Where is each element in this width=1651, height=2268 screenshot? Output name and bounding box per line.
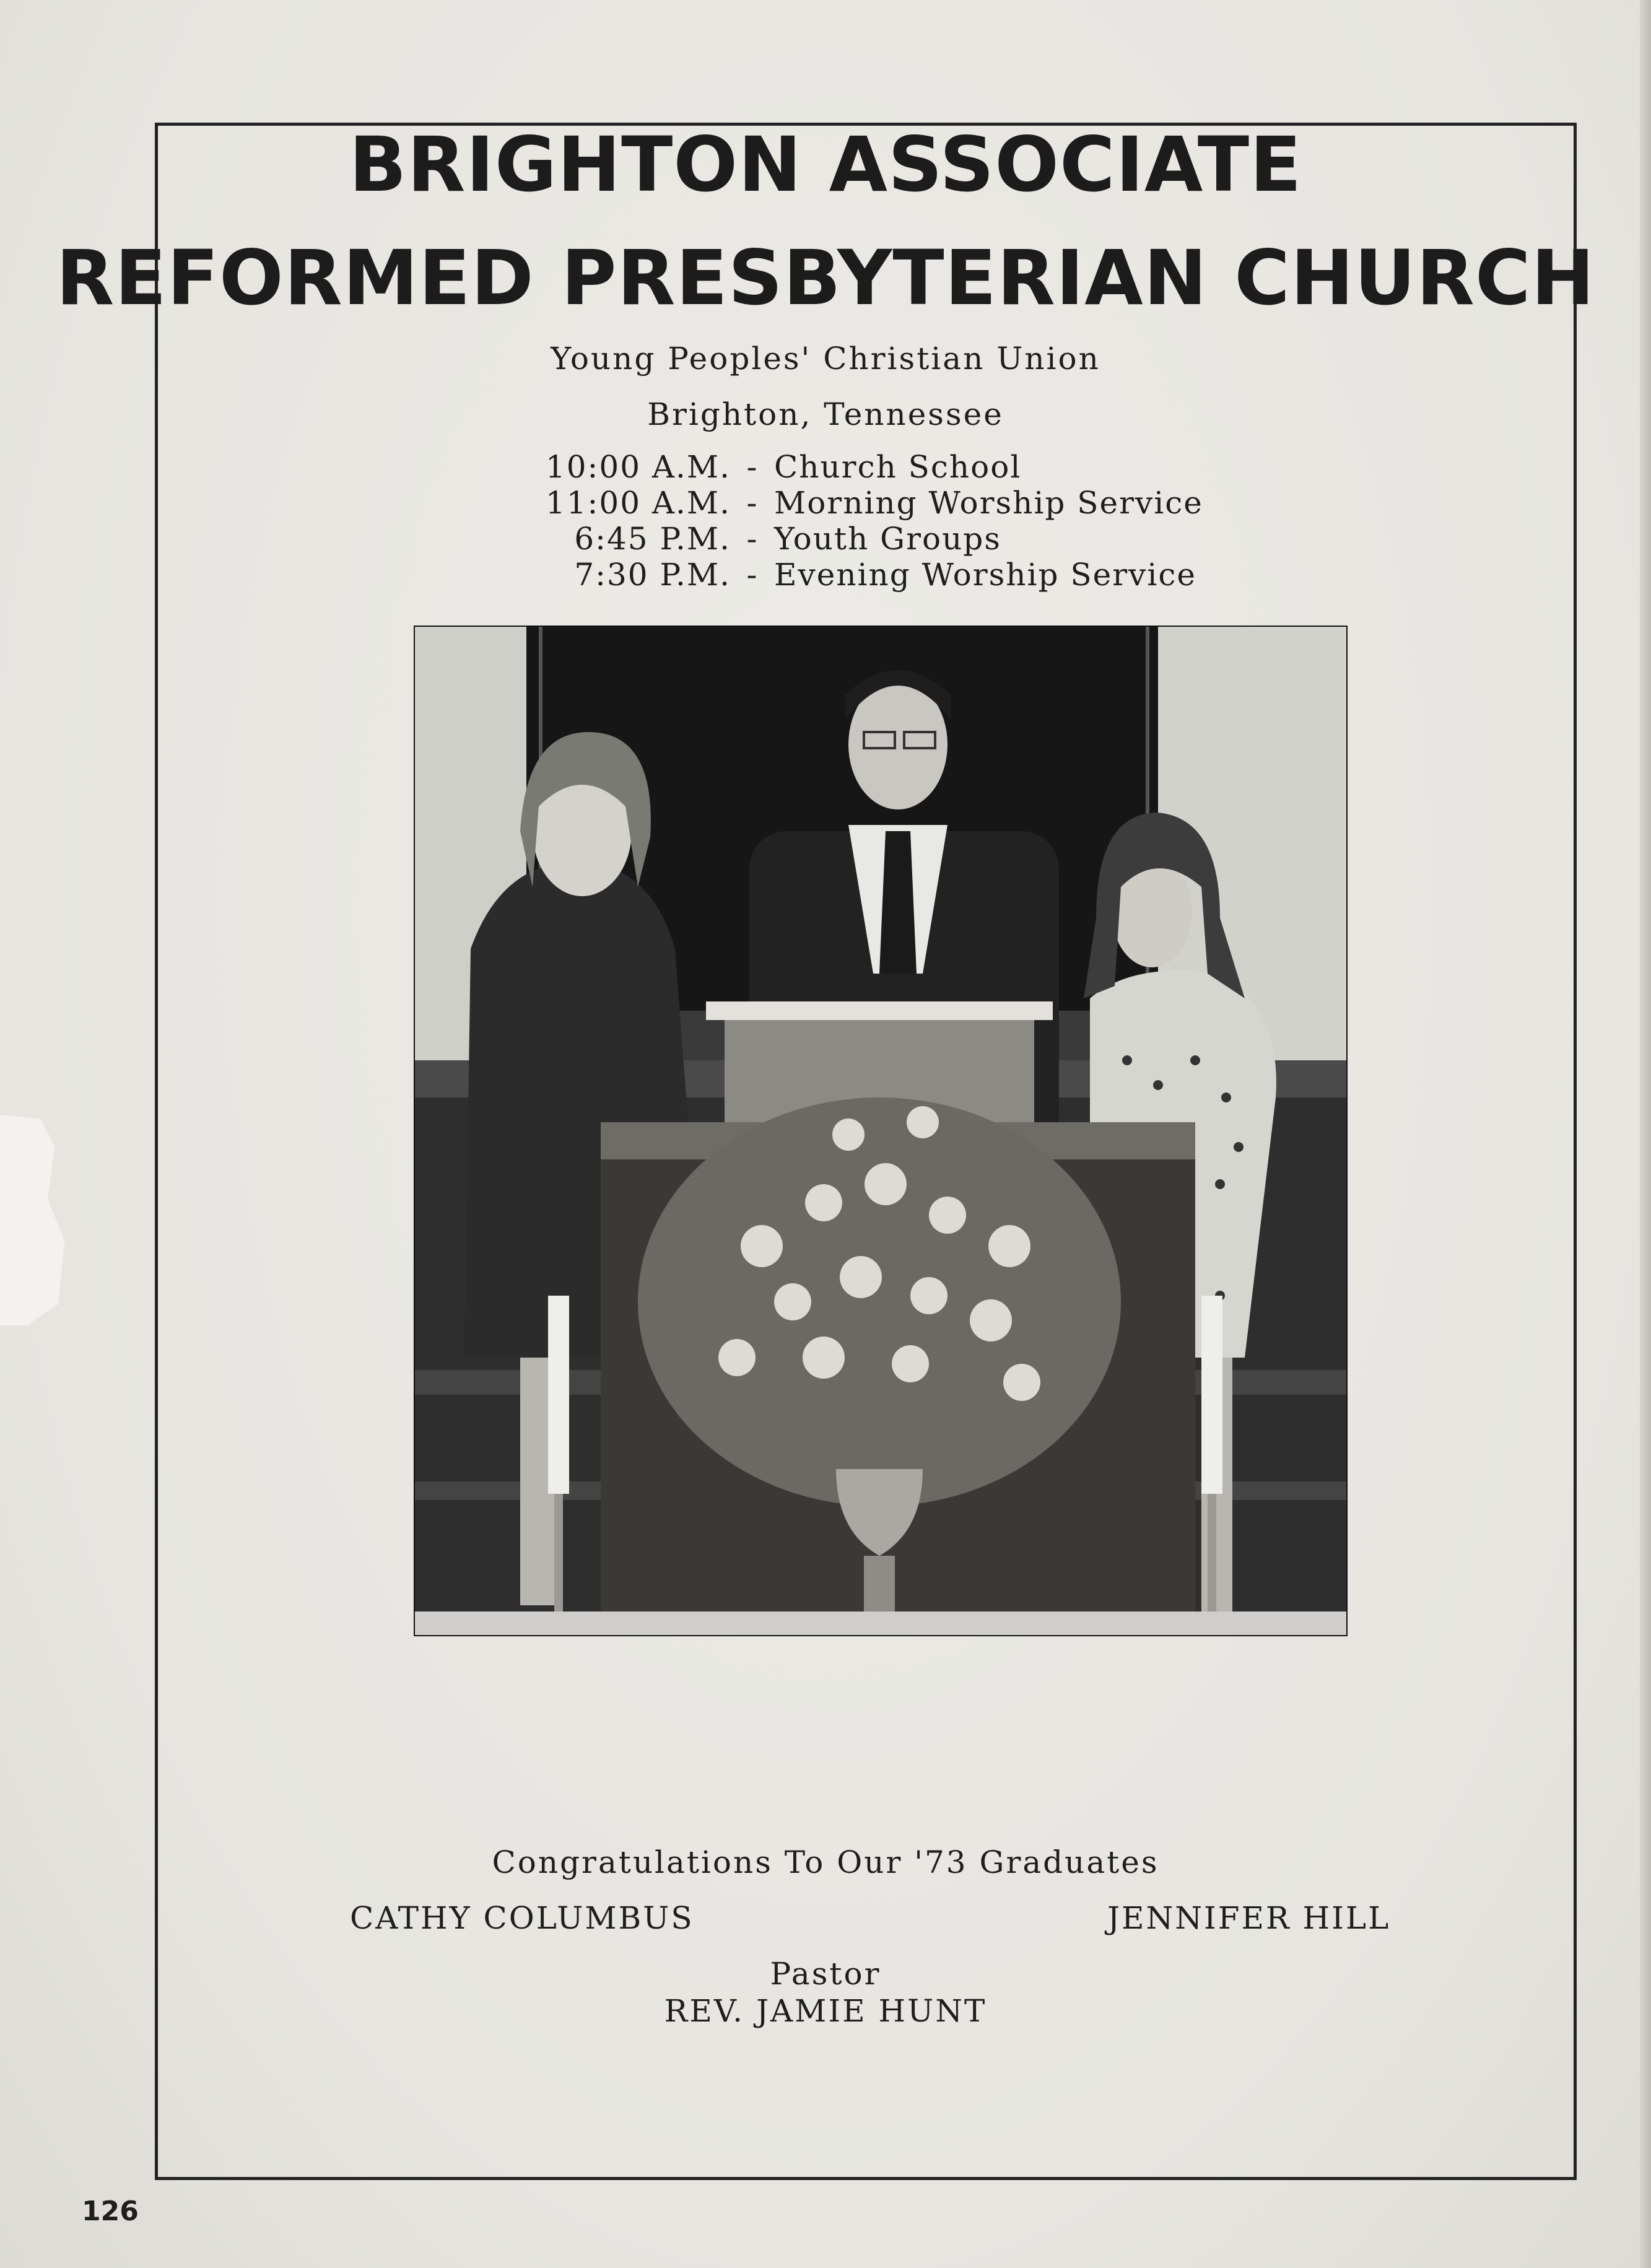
location: Brighton, Tennessee	[647, 396, 1004, 432]
schedule-row	[526, 485, 1203, 521]
schedule-event: Evening Worship Service	[774, 557, 1196, 593]
schedule-time: 10:00 A.M.	[545, 449, 731, 485]
schedule-time: 6:45 P.M.	[574, 521, 731, 557]
graduate-name: JENNIFER HILL	[1107, 1900, 1391, 1936]
pastor-name: REV. JAMIE HUNT	[664, 1993, 987, 2029]
schedule-time: 11:00 A.M.	[545, 485, 731, 521]
graduate-name: CATHY COLUMBUS	[350, 1900, 694, 1936]
schedule-dash: -	[746, 449, 759, 485]
schedule-row	[526, 521, 1203, 557]
schedule-dash: -	[746, 521, 759, 557]
organization-name: Young Peoples' Christian Union	[551, 341, 1100, 377]
schedule-row	[526, 557, 1203, 593]
schedule-event: Youth Groups	[774, 521, 1001, 557]
schedule-dash: -	[746, 557, 759, 593]
schedule-dash: -	[746, 485, 759, 521]
service-schedule	[526, 449, 1203, 593]
church-name-line2: REFORMED PRESBYTERIAN CHURCH	[56, 234, 1595, 322]
schedule-event: Church School	[774, 449, 1022, 485]
congratulations-line: Congratulations To Our '73 Graduates	[492, 1844, 1159, 1880]
schedule-event: Morning Worship Service	[774, 485, 1203, 521]
schedule-time: 7:30 P.M.	[574, 557, 731, 593]
pastor-label: Pastor	[770, 1956, 881, 1992]
schedule-row	[526, 449, 1203, 485]
church-name-line1: BRIGHTON ASSOCIATE	[349, 121, 1302, 209]
torn-page-edge	[0, 1115, 68, 1325]
group-photo	[414, 626, 1348, 1636]
photo-illustration	[415, 627, 1346, 1635]
page-number: 126	[82, 2196, 139, 2227]
